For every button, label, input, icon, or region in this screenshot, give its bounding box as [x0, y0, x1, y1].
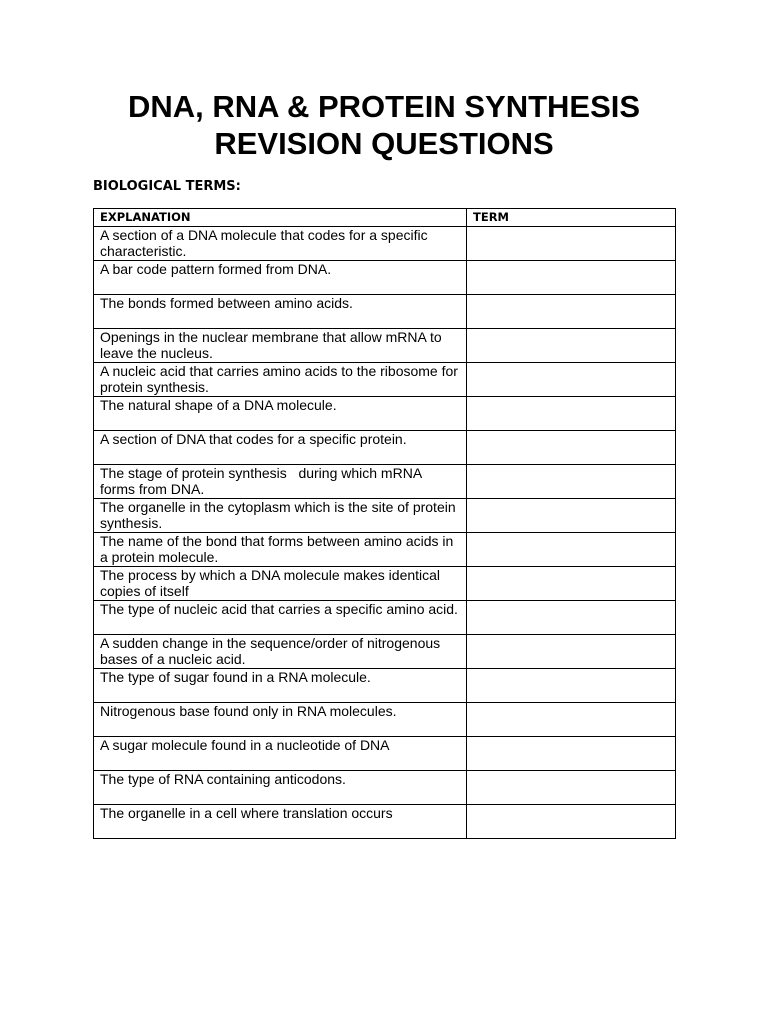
explanation-cell: The type of sugar found in a RNA molecule. [94, 669, 467, 703]
table-row [94, 329, 676, 363]
explanation-cell: A section of DNA that codes for a specific protein. [94, 431, 467, 465]
term-cell[interactable] [467, 533, 676, 567]
explanation-cell: The organelle in the cytoplasm which is the site of protein synthesis. [94, 499, 467, 533]
term-cell[interactable] [467, 465, 676, 499]
table-header-row [94, 209, 676, 227]
explanation-cell: Nitrogenous base found only in RNA molecules. [94, 703, 467, 737]
table-row [94, 397, 676, 431]
terms-table [93, 208, 676, 839]
table-row [94, 737, 676, 771]
explanation-cell: A bar code pattern formed from DNA. [94, 261, 467, 295]
term-cell[interactable] [467, 635, 676, 669]
table-row [94, 703, 676, 737]
explanation-cell: The organelle in a cell where translation occurs [94, 805, 467, 839]
term-cell[interactable] [467, 703, 676, 737]
term-cell[interactable] [467, 601, 676, 635]
explanation-cell: The name of the bond that forms between amino acids in a protein molecule. [94, 533, 467, 567]
table-row [94, 669, 676, 703]
explanation-cell: The type of RNA containing anticodons. [94, 771, 467, 805]
explanation-cell: A nucleic acid that carries amino acids to the ribosome for protein synthesis. [94, 363, 467, 397]
table-row [94, 499, 676, 533]
header-explanation: EXPLANATION [94, 209, 467, 227]
page-title [60, 88, 708, 162]
table-row [94, 227, 676, 261]
explanation-cell: The stage of protein synthesis during which mRNA forms from DNA. [94, 465, 467, 499]
explanation-cell: Openings in the nuclear membrane that allow mRNA to leave the nucleus. [94, 329, 467, 363]
table-row [94, 295, 676, 329]
table-row [94, 635, 676, 669]
section-label: BIOLOGICAL TERMS: [93, 179, 241, 194]
term-cell[interactable] [467, 227, 676, 261]
term-cell[interactable] [467, 431, 676, 465]
table-row [94, 261, 676, 295]
explanation-cell: A sudden change in the sequence/order of nitrogenous bases of a nucleic acid. [94, 635, 467, 669]
term-cell[interactable] [467, 737, 676, 771]
title-line-2: REVISION QUESTIONS [214, 126, 554, 161]
explanation-cell: The type of nucleic acid that carries a specific amino acid. [94, 601, 467, 635]
table-row [94, 533, 676, 567]
table-row [94, 601, 676, 635]
table-row [94, 771, 676, 805]
term-cell[interactable] [467, 261, 676, 295]
term-cell[interactable] [467, 397, 676, 431]
table-row [94, 567, 676, 601]
table-row [94, 431, 676, 465]
explanation-cell: A sugar molecule found in a nucleotide of DNA [94, 737, 467, 771]
header-term: TERM [467, 209, 676, 227]
term-cell[interactable] [467, 805, 676, 839]
term-cell[interactable] [467, 363, 676, 397]
table-row [94, 363, 676, 397]
term-cell[interactable] [467, 669, 676, 703]
term-cell[interactable] [467, 499, 676, 533]
explanation-cell: The process by which a DNA molecule makes identical copies of itself [94, 567, 467, 601]
explanation-cell: The natural shape of a DNA molecule. [94, 397, 467, 431]
title-line-1: DNA, RNA & PROTEIN SYNTHESIS [127, 89, 641, 124]
term-cell[interactable] [467, 329, 676, 363]
term-cell[interactable] [467, 771, 676, 805]
term-cell[interactable] [467, 567, 676, 601]
explanation-cell: The bonds formed between amino acids. [94, 295, 467, 329]
table-row [94, 465, 676, 499]
explanation-cell: A section of a DNA molecule that codes for a specific characteristic. [94, 227, 467, 261]
term-cell[interactable] [467, 295, 676, 329]
table-row [94, 805, 676, 839]
